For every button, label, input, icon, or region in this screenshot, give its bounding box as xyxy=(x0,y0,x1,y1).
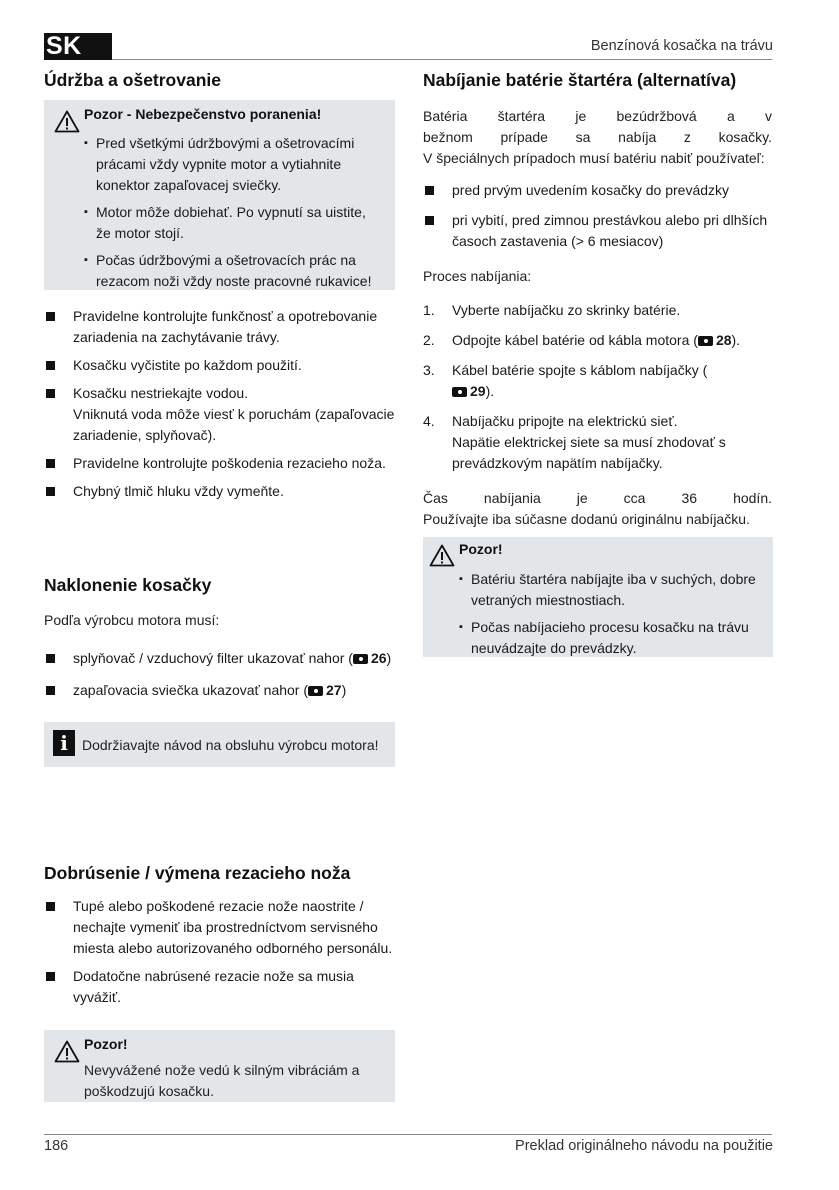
camera-icon xyxy=(308,686,323,696)
battery-warning-list xyxy=(459,569,759,665)
battery-intro-line: V špeciálnych prípadoch musí batériu nabiť používateľ: xyxy=(423,150,765,166)
warning-triangle-icon xyxy=(54,110,80,133)
bullet-square-icon xyxy=(46,686,55,695)
info-text: Dodržiavajte návod na obsluhu výrobcu motora! xyxy=(82,737,379,753)
battery-heading: Nabíjanie batérie štartéra (alternatíva) xyxy=(423,70,737,90)
sharpen-warning-box xyxy=(44,1030,395,1102)
header-title: Benzínová kosačka na trávu xyxy=(590,38,773,54)
bullet-square-icon xyxy=(425,186,434,195)
list-item: Dodatočne nabrúsené rezacie nože sa musia vyvážiť. xyxy=(44,966,396,1008)
list-item: pred prvým uvedením kosačky do prevádzky xyxy=(423,180,773,201)
list-item: Tupé alebo poškodené rezacie nože naostrite / nechajte vymeniť iba prostredníctvom servisného miesta alebo autorizovaného odborného personálu. xyxy=(44,896,396,959)
list-item: Kosačku vyčistite po každom použití. xyxy=(44,355,396,376)
figure-reference: 26 xyxy=(353,650,387,666)
bullet-square-icon xyxy=(46,312,55,321)
battery-cases-list xyxy=(423,180,773,259)
warning-triangle-icon xyxy=(54,1040,80,1063)
list-item: Pravidelne kontrolujte poškodenia rezacieho noža. xyxy=(44,453,396,474)
camera-icon xyxy=(353,654,368,664)
figure-reference: 29 xyxy=(452,383,486,399)
bullet-square-icon xyxy=(425,216,434,225)
footer-text: Preklad originálneho návodu na použitie xyxy=(515,1138,773,1154)
sharpen-list xyxy=(44,896,396,1015)
charging-time: Čas nabíjania je cca 36 hodín. xyxy=(423,490,772,506)
page-number: 186 xyxy=(44,1138,69,1154)
warning-item: ▪ Počas nabíjacieho procesu kosačku na trávu neuvádzajte do prevádzky. xyxy=(459,617,759,659)
list-item: Pravidelne kontrolujte funkčnosť a opotrebovanie zariadenia na zachytávanie trávy. xyxy=(44,306,396,348)
warning-item: ▪ Počas údržbovými a ošetrovacích prác na rezacom noži vždy noste pracovné rukavice! xyxy=(84,250,384,292)
battery-intro-line: bežnom prípade sa nabíja z kosačky. xyxy=(423,129,772,145)
warning-item: ▪ Batériu štartéra nabíjajte iba v suchých, dobre vetraných miestnostiach. xyxy=(459,569,759,611)
list-item: Kosačku nestriekajte vodou. Vniknutá voda môže viesť k poruchám (zapaľovacie zariadenie, splyňovač). xyxy=(44,383,396,446)
warning-item: ▪ Motor môže dobiehať. Po vypnutí sa uistite, že motor stojí. xyxy=(84,202,384,244)
bullet-square-icon xyxy=(46,361,55,370)
step-item: 2. Odpojte kábel batérie od kábla motora ( 28). xyxy=(423,332,741,348)
sharpen-heading: Dobrúsenie / výmena rezacieho noža xyxy=(44,863,351,883)
sharpen-warning-title: Pozor! xyxy=(84,1036,128,1052)
tilting-list xyxy=(44,648,396,708)
list-item: zapaľovacia sviečka ukazovať nahor ( 27) xyxy=(44,680,396,701)
list-item: pri vybití, pred zimnou prestávkou alebo pri dlhších časoch zastavenia (> 6 mesiacov) xyxy=(423,210,773,252)
figure-reference: 27 xyxy=(308,682,342,698)
step-item: 4. Nabíjačku pripojte na elektrickú sieť. Napätie elektrickej siete sa musí zhodovať s prevádzkovým napätím nabíjačky. xyxy=(423,413,726,471)
battery-warning-box xyxy=(423,537,773,657)
info-icon: i xyxy=(53,730,75,756)
header-divider xyxy=(112,59,772,60)
maintenance-warning-list xyxy=(84,133,384,298)
maintenance-heading: Údržba a ošetrovanie xyxy=(44,70,221,90)
maintenance-warning-box xyxy=(44,100,395,290)
charging-charger-note: Používajte iba súčasne dodanú originálnu nabíjačku. xyxy=(423,511,750,527)
bullet-square-icon xyxy=(46,972,55,981)
step-item: 1. Vyberte nabíjačku zo skrinky batérie. xyxy=(423,302,681,318)
info-box xyxy=(44,722,395,767)
camera-icon xyxy=(452,387,467,397)
step-item: 3. Kábel batérie spojte s káblom nabíjačky (29). xyxy=(423,362,708,399)
language-tag: SK xyxy=(44,33,112,60)
bullet-square-icon xyxy=(46,389,55,398)
bullet-square-icon xyxy=(46,902,55,911)
charging-steps xyxy=(423,300,773,483)
figure-reference: 28 xyxy=(698,332,732,348)
bullet-square-icon xyxy=(46,459,55,468)
list-item: Chybný tlmič hluku vždy vymeňte. xyxy=(44,481,396,502)
sharpen-warning-text: Nevyvážené nože vedú k silným vibráciám a poškodzujú kosačku. xyxy=(84,1062,360,1099)
battery-warning-title: Pozor! xyxy=(459,541,503,557)
maintenance-list xyxy=(44,306,396,509)
list-item: splyňovač / vzduchový filter ukazovať nahor ( 26) xyxy=(44,648,396,669)
tilting-heading: Naklonenie kosačky xyxy=(44,575,212,595)
bullet-square-icon xyxy=(46,654,55,663)
warning-item: ▪ Pred všetkými údržbovými a ošetrovacími prácami vždy vypnite motor a vytiahnite konektor zapaľovacej sviečky. xyxy=(84,133,384,196)
maintenance-warning-title: Pozor - Nebezpečenstvo poranenia! xyxy=(84,106,322,122)
process-label: Proces nabíjania: xyxy=(423,268,532,284)
camera-icon xyxy=(698,336,713,346)
warning-triangle-icon xyxy=(429,544,455,567)
footer-divider xyxy=(44,1134,772,1135)
tilting-intro: Podľa výrobcu motora musí: xyxy=(44,612,220,628)
battery-intro-line: Batéria štartéra je bezúdržbová a v xyxy=(423,108,772,124)
bullet-square-icon xyxy=(46,487,55,496)
